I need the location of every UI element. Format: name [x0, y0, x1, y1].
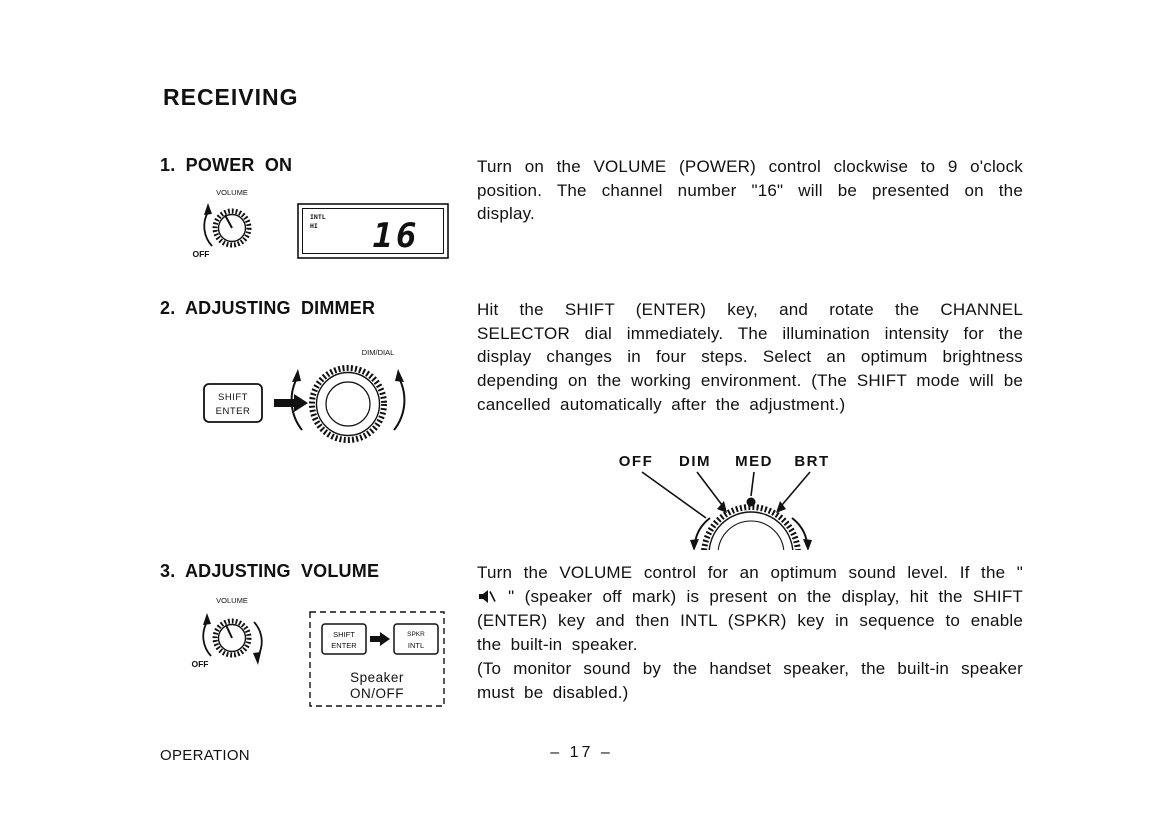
dimmer-step-dim: DIM [679, 453, 711, 470]
dimmer-body [477, 298, 1023, 417]
speaker-on-off-box [310, 612, 444, 706]
spkr-intl-button [394, 624, 438, 654]
shift-enter-button-small [322, 624, 366, 654]
shift-button-label: SHIFT [333, 630, 355, 639]
dim-dial-label: DIM/DIAL [361, 348, 395, 357]
adjusting-volume-illustration [168, 592, 458, 716]
volume-knob-icon [193, 188, 250, 259]
power-on-body [477, 155, 1023, 226]
volume-knob-icon [192, 596, 262, 669]
shift-enter-button [204, 384, 262, 422]
volume-body-text-2: " (speaker off mark) is present on the display, hit the SHIFT (ENTER) key and then INTL (SPKR) key in sequence to enable the built-in speaker. [477, 586, 1023, 655]
right-arrow-icon [370, 632, 390, 646]
section-heading-power-on: 1. POWER ON [160, 155, 293, 175]
shift-button-label: SHIFT [218, 392, 248, 403]
section-heading-adjusting-volume: 3. ADJUSTING VOLUME [160, 561, 380, 581]
enter-button-label: ENTER [331, 641, 357, 650]
display-power-label: HI [310, 222, 318, 230]
power-on-paragraph: Turn on the VOLUME (POWER) control clockwise to 9 o'clock position. The channel number "16" will be presented on the display. [477, 157, 1023, 224]
dimmer-dial-icon [704, 498, 798, 551]
volume-paragraph-1 [477, 561, 1023, 657]
dimmer-illustration [196, 344, 452, 458]
dimmer-leader-lines [642, 472, 810, 518]
volume-paragraph-2: (To monitor sound by the handset speaker, the built-in speaker must be disabled.) [477, 658, 1023, 702]
speaker-off-icon [477, 586, 498, 610]
adjusting-volume-body [477, 561, 1023, 704]
channel-display [298, 204, 448, 258]
dimmer-steps-diagram [598, 450, 850, 550]
volume-off-label: OFF [191, 659, 209, 669]
intl-button-label: INTL [407, 641, 425, 650]
power-on-illustration [168, 184, 453, 268]
dimmer-paragraph: Hit the SHIFT (ENTER) key, and rotate the CHANNEL SELECTOR dial immediately. The illumination intensity for the display changes in four steps. Select an optimum brightness depending on the working environment. (The SHIFT mode will be cancelled automatically after the adjustment.) [477, 300, 1023, 414]
speaker-caption-line2: ON/OFF [350, 686, 404, 701]
section-heading-adjusting-dimmer: 2. ADJUSTING DIMMER [160, 298, 376, 318]
speaker-caption-line1: Speaker [350, 670, 404, 685]
spkr-button-label: SPKR [407, 631, 425, 638]
volume-body-text-1: Turn the VOLUME control for an optimum sound level. If the " [477, 563, 1023, 582]
enter-button-label: ENTER [215, 406, 251, 417]
channel-selector-dial-icon [292, 348, 405, 440]
page-number: – 17 – [550, 744, 613, 761]
footer-section-label: OPERATION [160, 747, 250, 764]
volume-off-label: OFF [192, 249, 210, 259]
display-mode-label: INTL [310, 213, 326, 221]
med-position-dot [747, 498, 756, 507]
volume-knob-label: VOLUME [216, 188, 248, 197]
display-channel-value: 16 [372, 216, 420, 256]
dimmer-step-off: OFF [618, 453, 654, 470]
volume-knob-label: VOLUME [216, 596, 248, 605]
page-title: RECEIVING [163, 84, 299, 110]
dimmer-step-med: MED [735, 453, 773, 470]
dimmer-step-brt: BRT [794, 453, 830, 470]
